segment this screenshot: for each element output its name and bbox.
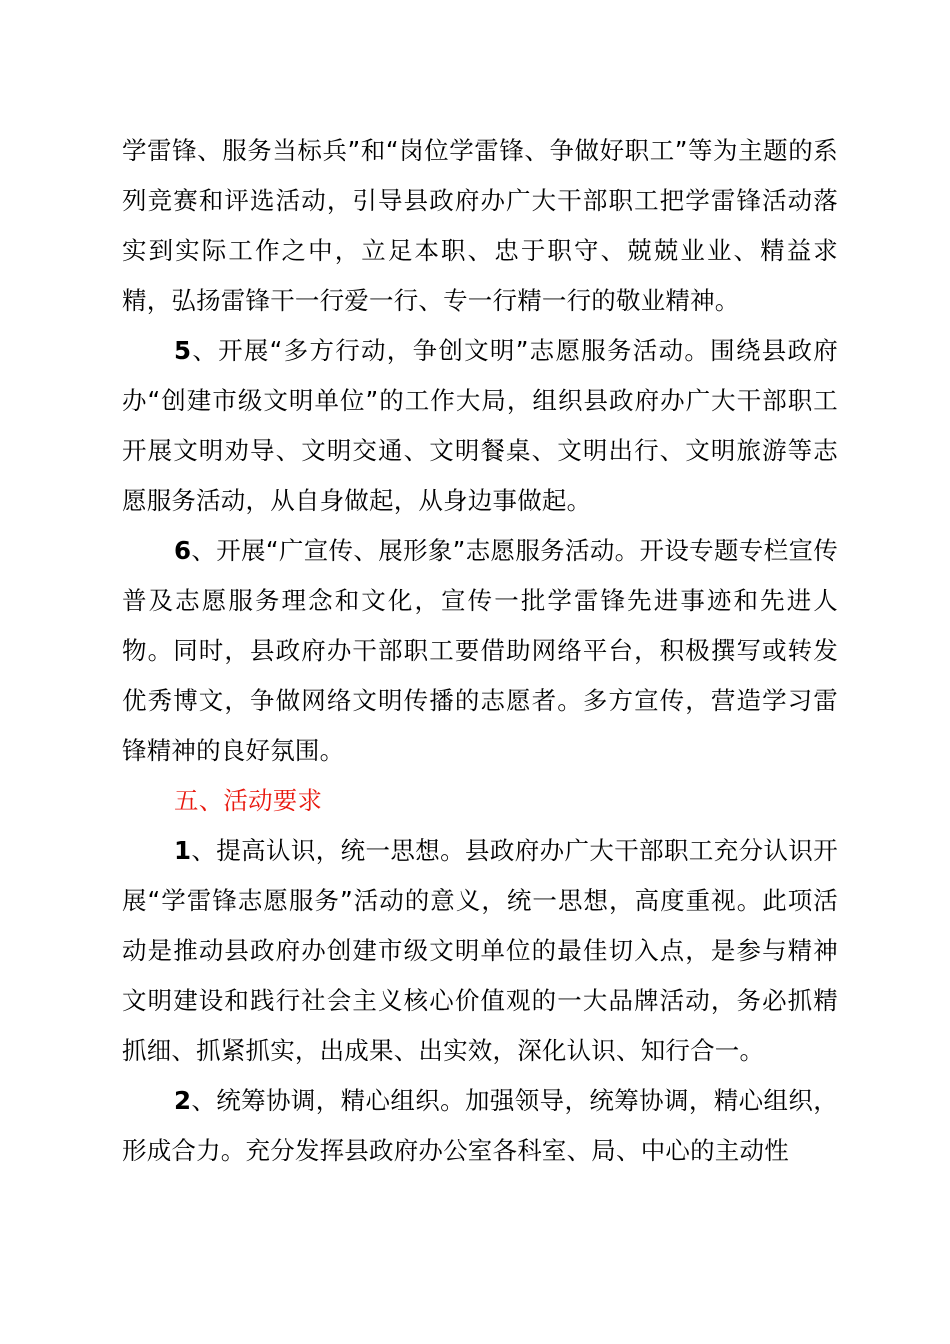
paragraph-item-6 [122,526,838,776]
item-number: 2 [174,1086,192,1115]
paragraph-text: 学雷锋、服务当标兵”和“岗位学雷锋、争做好职工”等为主题的系列竞赛和评选活动，引导县政府办广大干部职工把学雷锋活动落实到实际工作之中，立足本职、忠于职守、兢兢业业、精益求精，弘扬雷锋干一行爱一行、专一行精一行的敬业精神。 [122,136,838,315]
item-number: 1 [174,836,192,865]
paragraph-text: 、开展“多方行动，争创文明”志愿服务活动。围绕县政府办“创建市级文明单位”的工作大局，组织县政府办广大干部职工开展文明劝导、文明交通、文明餐桌、文明出行、文明旅游等志愿服务活动，从自身做起，从身边事做起。 [122,336,838,515]
paragraph-continuation [122,126,838,326]
paragraph-text: 、开展“广宣传、展形象”志愿服务活动。开设专题专栏宣传普及志愿服务理念和文化，宣传一批学雷锋先进事迹和先进人物。同时，县政府办干部职工要借助网络平台，积极撰写或转发优秀博文，争做网络文明传播的志愿者。多方宣传，营造学习雷锋精神的良好氛围。 [122,536,838,765]
paragraph-item-1 [122,826,838,1076]
paragraph-text: 、统筹协调，精心组织。加强领导，统筹协调，精心组织，形成合力。充分发挥县政府办公室各科室、局、中心的主动性 [122,1086,838,1165]
section-heading: 五、活动要求 [174,786,323,815]
document-page [122,126,838,1176]
paragraph-item-5 [122,326,838,526]
paragraph-item-2 [122,1076,838,1176]
item-number: 6 [174,536,192,565]
item-number: 5 [174,336,192,365]
paragraph-text: 、提高认识，统一思想。县政府办广大干部职工充分认识开展“学雷锋志愿服务”活动的意义，统一思想，高度重视。此项活动是推动县政府办创建市级文明单位的最佳切入点，是参与精神文明建设和践行社会主义核心价值观的一大品牌活动，务必抓精抓细、抓紧抓实，出成果、出实效，深化认识、知行合一。 [122,836,838,1065]
